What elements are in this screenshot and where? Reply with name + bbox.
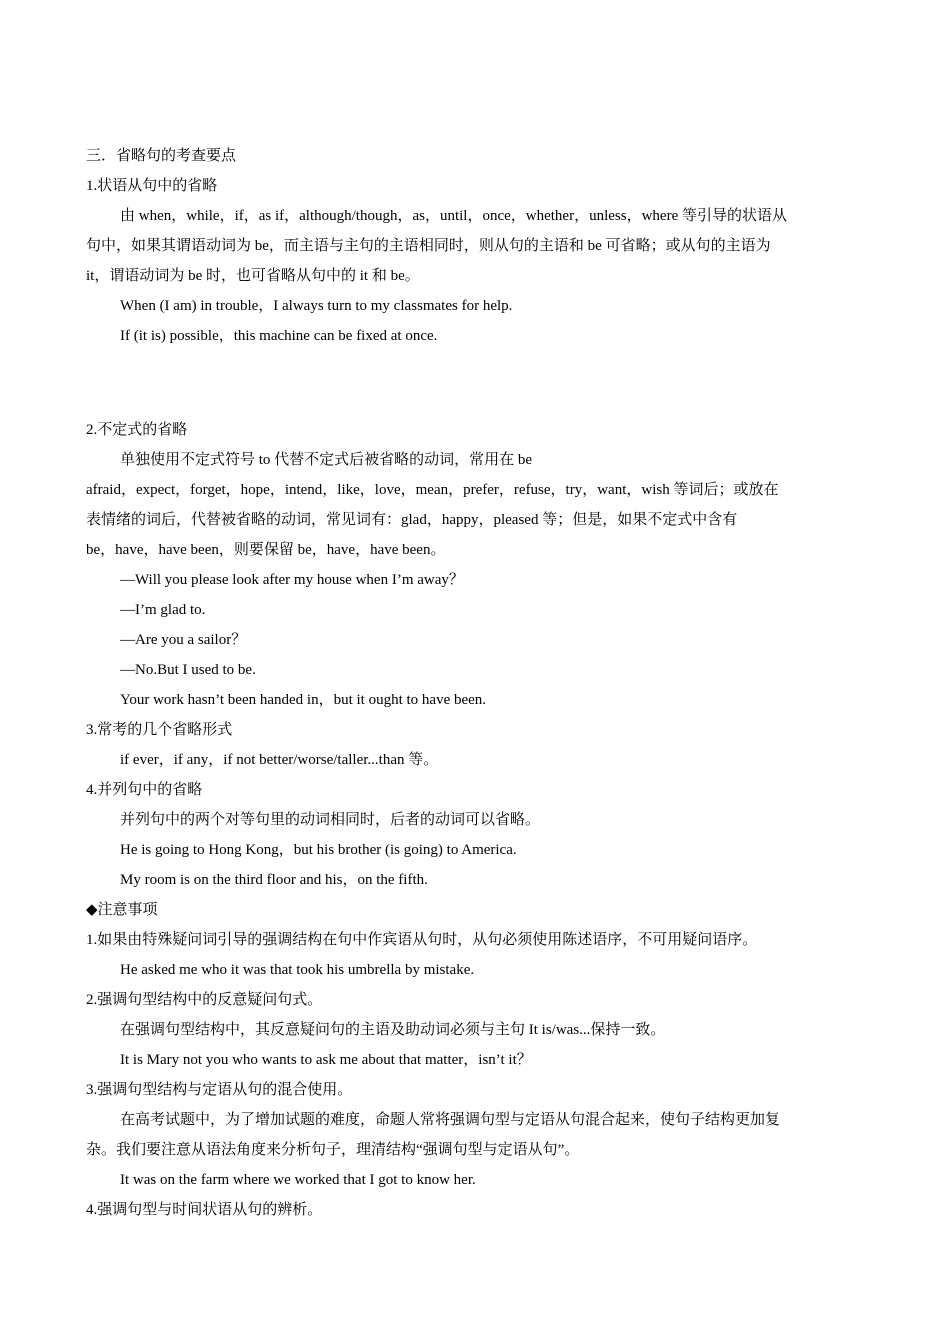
s1-line-3: it，谓语动词为 be 时，也可省略从句中的 it 和 be。 [86,268,420,284]
s4-example-1: He is going to Hong Kong，but his brother (is going) to America. [120,842,517,858]
s2-line-3: 表情绪的词后，代替被省略的动词，常见词有：glad，happy，pleased 等；但是，如果不定式中含有 [86,512,738,528]
s2-dialog-4: —No.But I used to be. [120,662,256,678]
note-1-title: 1.如果由特殊疑问词引导的强调结构在句中作宾语从句时，从句必须使用陈述语序，不可用疑问语序。 [86,932,758,948]
note-3-line-1: 在高考试题中，为了增加试题的难度，命题人常将强调句型与定语从句混合起来，使句子结构更加复 [120,1112,781,1128]
s1-line-2: 句中，如果其谓语动词为 be，而主语与主句的主语相同时，则从句的主语和 be 可省略；或从句的主语为 [86,238,771,254]
note-1-example: He asked me who it was that took his umbrella by mistake. [120,962,475,978]
note-2-title: 2.强调句型结构中的反意疑问句式。 [86,992,323,1008]
note-4-title: 4.强调句型与时间状语从句的辨析。 [86,1202,323,1218]
s4-text: 并列句中的两个对等句里的动词相同时，后者的动词可以省略。 [120,812,541,828]
s4-example-2: My room is on the third floor and his，on the fifth. [120,872,428,888]
s3-text: if ever，if any，if not better/worse/taller...than 等。 [120,752,439,768]
s4-heading: 4.并列句中的省略 [86,782,203,798]
s2-line-4: be，have，have been，则要保留 be，have，have been。 [86,542,446,558]
note-2-example: It is Mary not you who wants to ask me about that matter，isn’t it？ [120,1052,532,1068]
section-title: 三．省略句的考查要点 [86,148,237,164]
spacer [86,351,866,415]
note-2-text: 在强调句型结构中，其反意疑问句的主语及助动词必须与主句 It is/was...保持一致。 [120,1022,666,1038]
note-3-line-2: 杂。我们要注意从语法角度来分析句子，理清结构“强调句型与定语从句”。 [86,1142,580,1158]
s2-dialog-1: —Will you please look after my house when I’m away？ [120,572,464,588]
s1-example-2: If (it is) possible，this machine can be fixed at once. [120,328,438,344]
notes-heading: ◆注意事项 [86,902,158,918]
s1-line-1: 由 when，while，if，as if，although/though，as，until，once，whether，unless，where 等引导的状语从 [120,208,787,224]
s1-example-1: When (I am) in trouble，I always turn to my classmates for help. [120,298,513,314]
note-3-example: It was on the farm where we worked that I got to know her. [120,1172,476,1188]
s2-dialog-3: —Are you a sailor？ [120,632,247,648]
s2-example: Your work hasn’t been handed in，but it ought to have been. [120,692,487,708]
s2-dialog-2: —I’m glad to. [120,602,206,618]
s3-heading: 3.常考的几个省略形式 [86,722,233,738]
note-3-title: 3.强调句型结构与定语从句的混合使用。 [86,1082,353,1098]
s2-heading: 2.不定式的省略 [86,422,188,438]
s2-line-2: afraid，expect，forget，hope，intend，like，love，mean，prefer，refuse，try，want，wish 等词后；或放在 [86,482,779,498]
s2-line-1: 单独使用不定式符号 to 代替不定式后被省略的动词，常用在 be [120,452,533,468]
s1-heading: 1.状语从句中的省略 [86,178,218,194]
document-page [86,141,866,1225]
